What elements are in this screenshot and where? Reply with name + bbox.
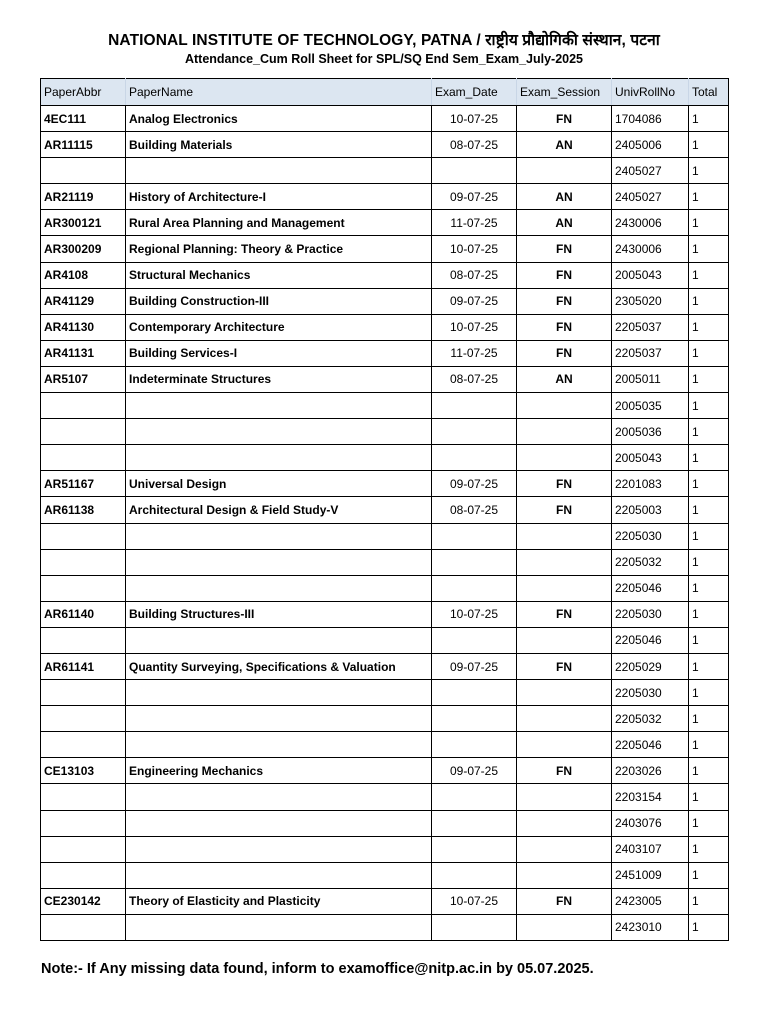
- cell-paper-abbr: AR300121: [41, 210, 126, 236]
- cell-exam-date: [432, 784, 517, 810]
- cell-exam-session: [517, 732, 612, 758]
- cell-exam-date: [432, 680, 517, 706]
- table-row: [41, 888, 729, 914]
- cell-total: 1: [689, 419, 729, 445]
- cell-univ-roll-no: 2205030: [612, 523, 689, 549]
- cell-exam-date: 09-07-25: [432, 653, 517, 679]
- table-row: [41, 471, 729, 497]
- cell-univ-roll-no: 2430006: [612, 210, 689, 236]
- cell-paper-name: Universal Design: [126, 471, 432, 497]
- cell-exam-date: 09-07-25: [432, 471, 517, 497]
- cell-exam-date: 09-07-25: [432, 758, 517, 784]
- cell-exam-session: FN: [517, 653, 612, 679]
- cell-exam-session: FN: [517, 497, 612, 523]
- table-row: [41, 340, 729, 366]
- cell-total: 1: [689, 732, 729, 758]
- cell-paper-abbr: CE230142: [41, 888, 126, 914]
- cell-paper-abbr: AR61140: [41, 601, 126, 627]
- cell-total: 1: [689, 575, 729, 601]
- cell-paper-abbr: [41, 836, 126, 862]
- cell-paper-name: Structural Mechanics: [126, 262, 432, 288]
- cell-exam-date: [432, 862, 517, 888]
- table-header: [41, 79, 729, 106]
- cell-total: 1: [689, 784, 729, 810]
- cell-paper-abbr: [41, 549, 126, 575]
- cell-total: 1: [689, 210, 729, 236]
- cell-exam-session: [517, 575, 612, 601]
- cell-univ-roll-no: 2403076: [612, 810, 689, 836]
- cell-univ-roll-no: 2205046: [612, 575, 689, 601]
- cell-paper-abbr: [41, 810, 126, 836]
- cell-exam-date: 08-07-25: [432, 262, 517, 288]
- cell-paper-name: [126, 914, 432, 940]
- table-row: [41, 262, 729, 288]
- cell-total: 1: [689, 314, 729, 340]
- table-row: [41, 836, 729, 862]
- cell-paper-abbr: AR61138: [41, 497, 126, 523]
- cell-paper-abbr: AR41131: [41, 340, 126, 366]
- cell-exam-session: FN: [517, 106, 612, 132]
- cell-univ-roll-no: 2405006: [612, 132, 689, 158]
- cell-total: 1: [689, 758, 729, 784]
- cell-paper-abbr: [41, 862, 126, 888]
- table-row: [41, 575, 729, 601]
- cell-total: 1: [689, 184, 729, 210]
- col-header-univrollno: UnivRollNo: [612, 79, 689, 106]
- cell-paper-name: [126, 575, 432, 601]
- cell-total: 1: [689, 888, 729, 914]
- cell-paper-name: Theory of Elasticity and Plasticity: [126, 888, 432, 914]
- cell-total: 1: [689, 132, 729, 158]
- cell-paper-name: [126, 523, 432, 549]
- cell-exam-date: [432, 836, 517, 862]
- table-row: [41, 523, 729, 549]
- cell-paper-abbr: [41, 393, 126, 419]
- table-row: [41, 784, 729, 810]
- cell-univ-roll-no: 2430006: [612, 236, 689, 262]
- cell-exam-session: [517, 810, 612, 836]
- cell-paper-name: Analog Electronics: [126, 106, 432, 132]
- cell-exam-date: 08-07-25: [432, 366, 517, 392]
- table-row: [41, 132, 729, 158]
- cell-univ-roll-no: 1704086: [612, 106, 689, 132]
- cell-exam-date: [432, 523, 517, 549]
- cell-univ-roll-no: 2005011: [612, 366, 689, 392]
- cell-paper-abbr: AR41130: [41, 314, 126, 340]
- table-row: [41, 314, 729, 340]
- cell-paper-abbr: 4EC111: [41, 106, 126, 132]
- table-row: [41, 445, 729, 471]
- table-row: [41, 288, 729, 314]
- table-row: [41, 497, 729, 523]
- cell-total: 1: [689, 393, 729, 419]
- cell-univ-roll-no: 2305020: [612, 288, 689, 314]
- cell-paper-abbr: AR21119: [41, 184, 126, 210]
- table-row: [41, 914, 729, 940]
- cell-exam-session: [517, 706, 612, 732]
- cell-exam-date: [432, 732, 517, 758]
- cell-paper-abbr: [41, 575, 126, 601]
- cell-exam-date: 09-07-25: [432, 184, 517, 210]
- table-row: [41, 419, 729, 445]
- cell-exam-session: FN: [517, 888, 612, 914]
- cell-exam-date: [432, 419, 517, 445]
- cell-paper-abbr: AR61141: [41, 653, 126, 679]
- cell-total: 1: [689, 340, 729, 366]
- col-header-exam-session: Exam_Session: [517, 79, 612, 106]
- cell-paper-abbr: [41, 523, 126, 549]
- cell-univ-roll-no: 2205046: [612, 627, 689, 653]
- cell-paper-abbr: [41, 680, 126, 706]
- cell-univ-roll-no: 2423010: [612, 914, 689, 940]
- cell-exam-session: [517, 158, 612, 184]
- cell-paper-abbr: [41, 706, 126, 732]
- col-header-papername: PaperName: [126, 79, 432, 106]
- cell-exam-date: 09-07-25: [432, 288, 517, 314]
- cell-total: 1: [689, 497, 729, 523]
- cell-paper-abbr: [41, 914, 126, 940]
- cell-univ-roll-no: 2405027: [612, 184, 689, 210]
- cell-total: 1: [689, 262, 729, 288]
- cell-paper-abbr: AR5107: [41, 366, 126, 392]
- cell-paper-name: [126, 445, 432, 471]
- cell-exam-session: AN: [517, 366, 612, 392]
- cell-univ-roll-no: 2005043: [612, 445, 689, 471]
- cell-total: 1: [689, 706, 729, 732]
- cell-paper-name: [126, 158, 432, 184]
- cell-total: 1: [689, 445, 729, 471]
- cell-univ-roll-no: 2205032: [612, 706, 689, 732]
- cell-total: 1: [689, 523, 729, 549]
- cell-exam-date: 10-07-25: [432, 106, 517, 132]
- cell-exam-session: [517, 523, 612, 549]
- cell-univ-roll-no: 2405027: [612, 158, 689, 184]
- cell-total: 1: [689, 810, 729, 836]
- table-row: [41, 366, 729, 392]
- cell-paper-name: Architectural Design & Field Study-V: [126, 497, 432, 523]
- cell-paper-abbr: [41, 732, 126, 758]
- cell-univ-roll-no: 2205003: [612, 497, 689, 523]
- cell-paper-name: [126, 784, 432, 810]
- table-row: [41, 393, 729, 419]
- cell-paper-abbr: [41, 627, 126, 653]
- cell-paper-name: History of Architecture-I: [126, 184, 432, 210]
- cell-paper-name: [126, 862, 432, 888]
- page-title: NATIONAL INSTITUTE OF TECHNOLOGY, PATNA / राष्ट्रीय प्रौद्योगिकी संस्थान, पटना: [108, 32, 660, 49]
- cell-univ-roll-no: 2205032: [612, 549, 689, 575]
- table-row: [41, 653, 729, 679]
- cell-total: 1: [689, 680, 729, 706]
- cell-univ-roll-no: 2205046: [612, 732, 689, 758]
- cell-exam-session: [517, 836, 612, 862]
- table-row: [41, 706, 729, 732]
- cell-paper-name: [126, 680, 432, 706]
- table-row: [41, 862, 729, 888]
- cell-exam-session: AN: [517, 210, 612, 236]
- cell-total: 1: [689, 158, 729, 184]
- cell-exam-session: [517, 627, 612, 653]
- cell-total: 1: [689, 366, 729, 392]
- page-subtitle: Attendance_Cum Roll Sheet for SPL/SQ End Sem_Exam_July-2025: [184, 52, 584, 66]
- table-body: [41, 106, 729, 941]
- cell-univ-roll-no: 2005036: [612, 419, 689, 445]
- footer-note: Note:- If Any missing data found, inform to examoffice@nitp.ac.in by 05.07.2025.: [41, 961, 594, 977]
- cell-paper-name: Rural Area Planning and Management: [126, 210, 432, 236]
- cell-univ-roll-no: 2203026: [612, 758, 689, 784]
- cell-exam-session: AN: [517, 184, 612, 210]
- cell-univ-roll-no: 2203154: [612, 784, 689, 810]
- cell-univ-roll-no: 2205030: [612, 680, 689, 706]
- col-header-paperabbr: PaperAbbr: [41, 79, 126, 106]
- cell-univ-roll-no: 2005035: [612, 393, 689, 419]
- cell-total: 1: [689, 106, 729, 132]
- cell-paper-name: Quantity Surveying, Specifications & Valuation: [126, 653, 432, 679]
- cell-exam-session: [517, 419, 612, 445]
- cell-univ-roll-no: 2205029: [612, 653, 689, 679]
- cell-exam-date: 10-07-25: [432, 314, 517, 340]
- cell-paper-abbr: [41, 445, 126, 471]
- cell-exam-session: FN: [517, 601, 612, 627]
- cell-exam-session: [517, 549, 612, 575]
- table-row: [41, 732, 729, 758]
- cell-exam-session: [517, 914, 612, 940]
- cell-exam-date: 11-07-25: [432, 210, 517, 236]
- table-row: [41, 627, 729, 653]
- cell-exam-session: FN: [517, 471, 612, 497]
- cell-exam-session: FN: [517, 314, 612, 340]
- cell-exam-date: [432, 445, 517, 471]
- cell-total: 1: [689, 862, 729, 888]
- cell-total: 1: [689, 236, 729, 262]
- table-row: [41, 158, 729, 184]
- table-row: [41, 680, 729, 706]
- cell-paper-abbr: AR51167: [41, 471, 126, 497]
- cell-paper-name: [126, 419, 432, 445]
- table-row: [41, 210, 729, 236]
- cell-univ-roll-no: 2451009: [612, 862, 689, 888]
- table-row: [41, 601, 729, 627]
- cell-total: 1: [689, 288, 729, 314]
- cell-exam-date: [432, 549, 517, 575]
- cell-paper-name: [126, 549, 432, 575]
- cell-exam-session: FN: [517, 340, 612, 366]
- cell-paper-name: [126, 836, 432, 862]
- cell-paper-abbr: [41, 419, 126, 445]
- cell-univ-roll-no: 2205030: [612, 601, 689, 627]
- cell-exam-date: 11-07-25: [432, 340, 517, 366]
- cell-paper-abbr: AR41129: [41, 288, 126, 314]
- cell-total: 1: [689, 914, 729, 940]
- cell-exam-session: FN: [517, 288, 612, 314]
- cell-exam-date: 10-07-25: [432, 601, 517, 627]
- cell-paper-abbr: AR11115: [41, 132, 126, 158]
- cell-exam-date: [432, 914, 517, 940]
- cell-paper-name: [126, 732, 432, 758]
- cell-exam-date: [432, 706, 517, 732]
- cell-total: 1: [689, 653, 729, 679]
- cell-paper-abbr: [41, 158, 126, 184]
- cell-paper-name: Building Services-I: [126, 340, 432, 366]
- cell-total: 1: [689, 627, 729, 653]
- cell-paper-name: [126, 393, 432, 419]
- col-header-total: Total: [689, 79, 729, 106]
- table-row: [41, 236, 729, 262]
- col-header-exam-date: Exam_Date: [432, 79, 517, 106]
- table-row: [41, 758, 729, 784]
- cell-exam-session: [517, 680, 612, 706]
- cell-total: 1: [689, 549, 729, 575]
- cell-univ-roll-no: 2423005: [612, 888, 689, 914]
- cell-exam-date: [432, 575, 517, 601]
- cell-paper-name: Building Structures-III: [126, 601, 432, 627]
- cell-paper-name: Regional Planning: Theory & Practice: [126, 236, 432, 262]
- header-row: [41, 79, 729, 106]
- cell-paper-abbr: AR4108: [41, 262, 126, 288]
- cell-total: 1: [689, 601, 729, 627]
- cell-paper-name: Building Construction-III: [126, 288, 432, 314]
- cell-paper-abbr: [41, 784, 126, 810]
- cell-exam-session: FN: [517, 758, 612, 784]
- cell-paper-name: Indeterminate Structures: [126, 366, 432, 392]
- cell-exam-date: 10-07-25: [432, 236, 517, 262]
- cell-univ-roll-no: 2201083: [612, 471, 689, 497]
- cell-paper-abbr: CE13103: [41, 758, 126, 784]
- cell-exam-session: AN: [517, 132, 612, 158]
- table-row: [41, 106, 729, 132]
- cell-paper-name: [126, 706, 432, 732]
- table-row: [41, 549, 729, 575]
- cell-paper-name: Building Materials: [126, 132, 432, 158]
- table-row: [41, 810, 729, 836]
- cell-exam-session: [517, 393, 612, 419]
- cell-exam-session: [517, 862, 612, 888]
- cell-exam-date: [432, 158, 517, 184]
- cell-univ-roll-no: 2005043: [612, 262, 689, 288]
- table-row: [41, 184, 729, 210]
- cell-total: 1: [689, 471, 729, 497]
- cell-paper-name: [126, 627, 432, 653]
- cell-exam-date: 10-07-25: [432, 888, 517, 914]
- cell-exam-date: 08-07-25: [432, 497, 517, 523]
- cell-exam-session: [517, 445, 612, 471]
- cell-exam-date: 08-07-25: [432, 132, 517, 158]
- cell-exam-session: FN: [517, 236, 612, 262]
- cell-exam-session: FN: [517, 262, 612, 288]
- cell-paper-name: Contemporary Architecture: [126, 314, 432, 340]
- cell-paper-name: [126, 810, 432, 836]
- cell-exam-session: [517, 784, 612, 810]
- cell-exam-date: [432, 393, 517, 419]
- cell-total: 1: [689, 836, 729, 862]
- cell-univ-roll-no: 2205037: [612, 314, 689, 340]
- cell-paper-name: Engineering Mechanics: [126, 758, 432, 784]
- cell-univ-roll-no: 2205037: [612, 340, 689, 366]
- cell-exam-date: [432, 627, 517, 653]
- cell-paper-abbr: AR300209: [41, 236, 126, 262]
- cell-univ-roll-no: 2403107: [612, 836, 689, 862]
- cell-exam-date: [432, 810, 517, 836]
- attendance-table: [40, 78, 729, 941]
